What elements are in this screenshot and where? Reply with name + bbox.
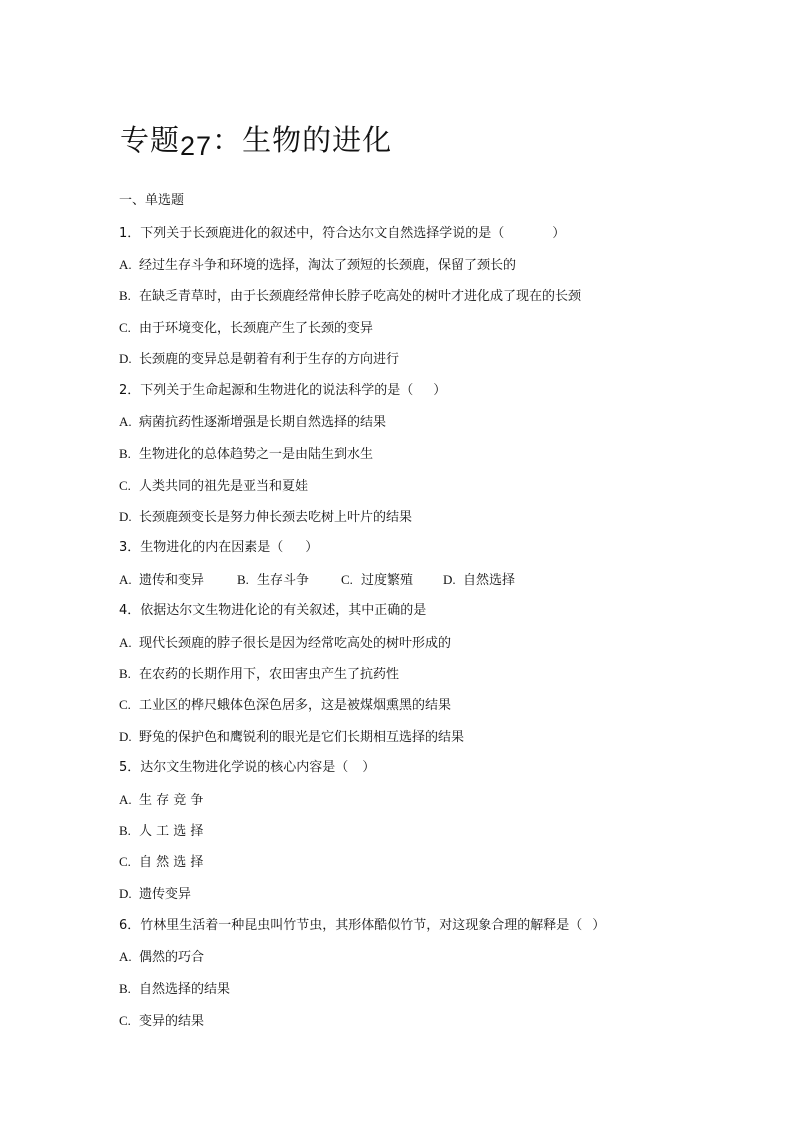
question-3-option-c [341, 572, 443, 589]
option-text: 遗传变异 [139, 887, 192, 902]
question-5-stem [119, 760, 375, 776]
question-5-option-b [119, 823, 203, 840]
option-letter: B. [119, 823, 131, 838]
option-text: 长颈鹿颈变长是努力伸长颈去吃树上叶片的结果 [139, 510, 413, 525]
question-3-option-b [237, 572, 341, 589]
option-letter: B. [119, 981, 131, 996]
option-letter: C. [119, 478, 131, 493]
page-title [120, 118, 392, 159]
option-text: 自然选择的结果 [139, 982, 231, 997]
question-3-stem [119, 540, 318, 556]
option-text: 偶然的巧合 [139, 950, 205, 965]
option-letter: A. [119, 572, 132, 587]
option-letter: C. [341, 572, 353, 587]
question-stem-text: 2．下列关于生命起源和生物进化的说法科学的是（ [119, 383, 414, 398]
option-letter: A. [119, 414, 132, 429]
question-close-paren: ） [592, 918, 606, 933]
question-stem-text: 6．竹林里生活着一种昆虫叫竹节虫，其形体酷似竹节，对这现象合理的解释是（ [119, 918, 583, 933]
question-5-option-d [119, 886, 191, 903]
question-1-option-a [119, 257, 516, 274]
option-letter: D. [119, 509, 132, 524]
option-letter: C. [119, 320, 131, 335]
option-text: 野兔的保护色和鹰锐利的眼光是它们长期相互选择的结果 [139, 730, 465, 745]
question-6-stem [119, 918, 605, 934]
title-number: 27 [180, 131, 213, 161]
option-text: 生物进化的总体趋势之一是由陆生到水生 [139, 447, 374, 462]
question-5-option-c [119, 854, 203, 871]
question-close-paren: ） [305, 540, 319, 555]
option-letter: D. [119, 886, 132, 901]
option-text: 经过生存斗争和环境的选择，淘汰了颈短的长颈鹿，保留了颈长的 [139, 258, 517, 273]
question-1-option-c [119, 320, 373, 337]
option-letter: D. [443, 572, 456, 587]
option-letter: A. [119, 635, 132, 650]
question-4-stem [119, 603, 426, 619]
question-3-options-row [119, 572, 515, 589]
option-text: 变异的结果 [139, 1014, 205, 1029]
option-letter: D. [119, 351, 132, 366]
option-text: 工业区的桦尺蛾体色深色居多，这是被煤烟熏黑的结果 [139, 698, 452, 713]
question-3-option-a [119, 572, 237, 589]
option-text: 自 然 选 择 [139, 855, 204, 870]
question-stem-text: 1．下列关于长颈鹿进化的叙述中，符合达尔文自然选择学说的是（ [119, 226, 505, 241]
option-letter: C. [119, 854, 131, 869]
option-text: 由于环境变化，长颈鹿产生了长颈的变异 [139, 321, 374, 336]
option-letter: A. [119, 792, 132, 807]
question-6-option-b [119, 981, 230, 998]
question-4-option-c [119, 697, 451, 714]
question-5-option-a [119, 792, 203, 809]
question-2-stem [119, 383, 446, 399]
option-letter: D. [119, 729, 132, 744]
question-stem-text: 5．达尔文生物进化学说的核心内容是（ [119, 760, 349, 775]
section-heading: 一、单选题 [119, 193, 185, 208]
question-1-stem [119, 226, 565, 242]
option-text: 人类共同的祖先是亚当和夏娃 [139, 479, 309, 494]
question-stem-text: 4．依据达尔文生物进化论的有关叙述，其中正确的是 [119, 603, 427, 618]
question-4-option-a [119, 635, 451, 652]
question-close-paren: ） [552, 226, 566, 241]
option-letter: B. [119, 666, 131, 681]
option-text: 过度繁殖 [361, 573, 414, 588]
option-letter: B. [119, 288, 131, 303]
question-2-option-c [119, 478, 308, 495]
option-text: 生 存 竞 争 [139, 793, 204, 808]
question-1-option-d [119, 351, 399, 368]
question-2-option-d [119, 509, 412, 526]
option-text: 遗传和变异 [139, 573, 205, 588]
question-6-option-c [119, 1013, 204, 1030]
option-text: 长颈鹿的变异总是朝着有利于生存的方向进行 [139, 352, 400, 367]
option-letter: A. [119, 949, 132, 964]
question-4-option-d [119, 729, 464, 746]
question-1-option-b [119, 288, 581, 305]
option-text: 病菌抗药性逐渐增强是长期自然选择的结果 [139, 415, 387, 430]
question-close-paren: ） [362, 760, 376, 775]
option-text: 现代长颈鹿的脖子很长是因为经常吃高处的树叶形成的 [139, 636, 452, 651]
title-prefix: 专题 [120, 123, 181, 157]
question-2-option-a [119, 414, 386, 431]
option-letter: C. [119, 697, 131, 712]
question-3-option-d [443, 572, 515, 589]
option-letter: A. [119, 257, 132, 272]
option-text: 在缺乏青草时，由于长颈鹿经常伸长脖子吃高处的树叶才进化成了现在的长颈 [139, 289, 582, 304]
option-text: 在农药的长期作用下，农田害虫产生了抗药性 [139, 667, 400, 682]
option-letter: C. [119, 1013, 131, 1028]
option-text: 自然选择 [463, 573, 516, 588]
question-stem-text: 3．生物进化的内在因素是（ [119, 540, 284, 555]
option-text: 人 工 选 择 [139, 824, 204, 839]
title-suffix: ：生物的进化 [212, 123, 393, 157]
option-letter: B. [119, 446, 131, 461]
question-close-paren: ） [433, 383, 447, 398]
option-letter: B. [237, 572, 249, 587]
question-4-option-b [119, 666, 399, 683]
question-2-option-b [119, 446, 373, 463]
question-6-option-a [119, 949, 204, 966]
option-text: 生存斗争 [257, 573, 310, 588]
